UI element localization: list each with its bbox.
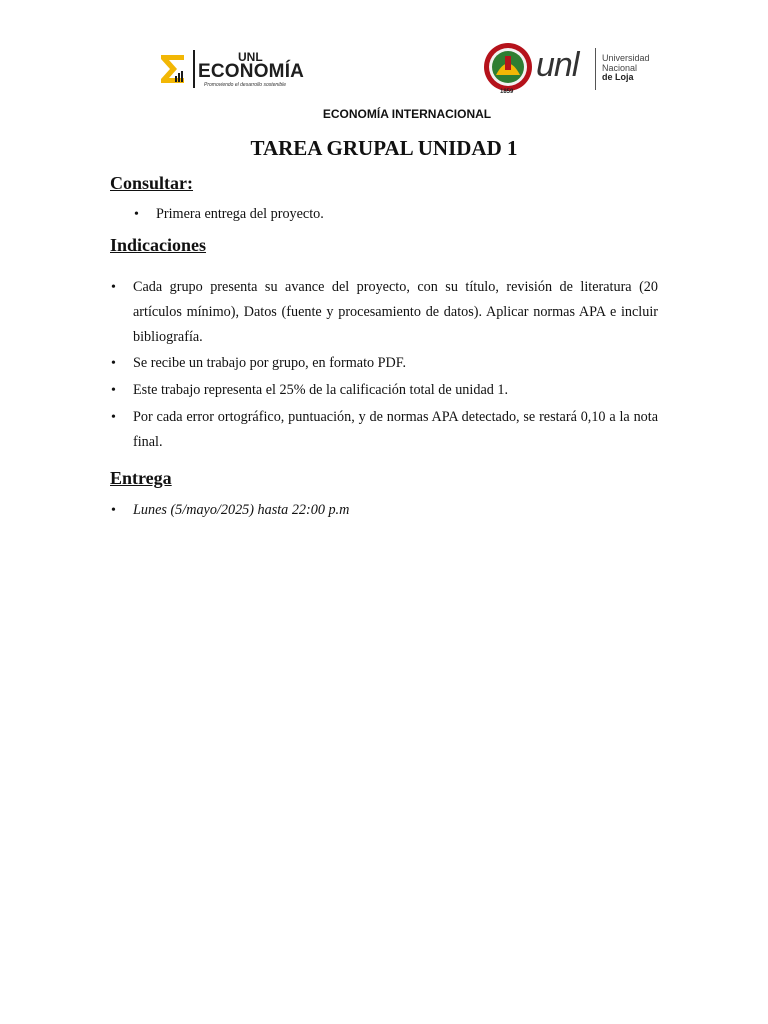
logo-unl-text: UNL [238, 50, 263, 64]
list-item-text: Lunes (5/mayo/2025) hasta 22:00 p.m [133, 502, 350, 518]
list-item [111, 405, 658, 455]
consultar-list [134, 202, 658, 227]
logo-divider [595, 48, 596, 90]
logo-economia-text: ECONOMÍA [198, 61, 305, 82]
list-item [111, 351, 658, 376]
bullet-icon: • [111, 383, 116, 398]
university-name-line: Nacional [602, 62, 638, 73]
list-item-text: Por cada error ortográfico, puntuación, y de normas APA detectado, se restará 0,10 a la nota final. [133, 409, 658, 450]
bullet-icon: • [134, 207, 139, 222]
list-item-text: Se recibe un trabajo por grupo, en formato PDF. [133, 355, 407, 371]
university-name-line: de Loja [602, 72, 634, 82]
page-title: TAREA GRUPAL UNIDAD 1 [250, 136, 518, 160]
list-item-text: Cada grupo presenta su avance del proyecto, con su título, revisión de literatura (20 artículos mínimo), Datos (fuente y procesamiento de datos). Aplicar normas APA e incluir bibliografía. [133, 279, 658, 345]
seal-year: 1859 [500, 89, 514, 95]
indicaciones-list [111, 275, 658, 455]
unl-university-logo [482, 42, 662, 96]
bullet-icon: • [111, 280, 116, 295]
course-name: ECONOMÍA INTERNACIONAL [322, 107, 492, 121]
sigma-icon [158, 52, 188, 86]
list-item [111, 498, 658, 523]
section-heading-consultar: Consultar: [110, 173, 194, 193]
bullet-icon: • [111, 356, 116, 371]
section-heading-entrega: Entrega [110, 468, 172, 488]
list-item [111, 275, 658, 350]
bullet-icon: • [111, 503, 116, 518]
list-item-text: Primera entrega del proyecto. [156, 206, 324, 222]
list-item [134, 202, 658, 227]
university-name [602, 54, 650, 83]
list-item [111, 378, 658, 403]
university-name-line: Universidad [602, 53, 650, 63]
list-item-text: Este trabajo representa el 25% de la calificación total de unidad 1. [133, 382, 509, 398]
bullet-icon: • [111, 410, 116, 425]
logo-divider [193, 50, 195, 88]
logo-tagline: Promoviendo el desarrollo sostenible [204, 82, 286, 88]
section-heading-indicaciones: Indicaciones [110, 235, 207, 255]
economia-logo [158, 46, 308, 92]
entrega-list [111, 498, 658, 523]
university-seal-icon [482, 42, 534, 96]
unl-script-logo: unl [536, 46, 579, 84]
